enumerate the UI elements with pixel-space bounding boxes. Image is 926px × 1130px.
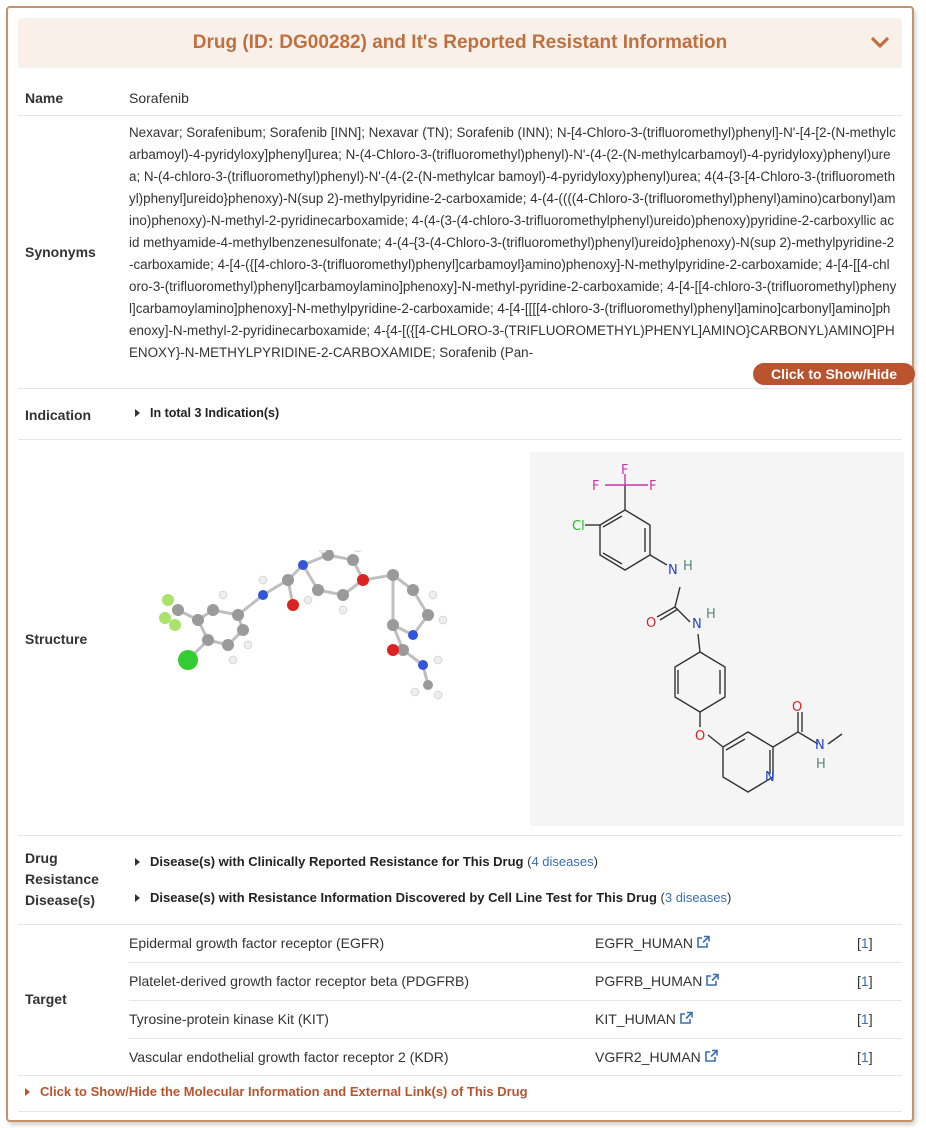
svg-text:N: N <box>765 770 775 785</box>
drug-name: Sorafenib <box>129 90 189 106</box>
svg-text:N: N <box>692 617 702 632</box>
uniprot-link[interactable]: PGFRB_HUMAN <box>595 973 720 989</box>
resistance-row <box>18 836 902 925</box>
external-link-icon[interactable] <box>705 973 720 987</box>
caret-right-icon <box>135 409 140 417</box>
clinical-disease-count-link[interactable]: 4 diseases <box>531 854 594 869</box>
svg-text:H: H <box>683 559 693 574</box>
footer-divider <box>18 1111 902 1112</box>
chevron-down-icon[interactable] <box>870 34 890 52</box>
external-link-icon[interactable] <box>696 935 711 949</box>
molecule-3d-image <box>143 550 473 710</box>
structure-row <box>18 440 902 836</box>
clinical-resistance-toggle[interactable]: Disease(s) with Clinically Reported Resistance for This Drug (4 diseases) <box>135 854 598 869</box>
svg-text:Cl: Cl <box>572 519 585 534</box>
molecule-2d-image <box>530 452 904 826</box>
cellline-resistance-toggle[interactable]: Disease(s) with Resistance Information Discovered by Cell Line Test for This Drug (3 diseases) <box>135 890 731 905</box>
table-row: Vascular endothelial growth factor receptor 2 (KDR) VGFR2_HUMAN [1] <box>129 1049 873 1065</box>
name-row <box>18 70 902 116</box>
name-label: Name <box>25 90 64 106</box>
table-row: Platelet-derived growth factor receptor beta (PDGFRB) PGFRB_HUMAN [1] <box>129 963 902 1001</box>
svg-text:O: O <box>646 616 657 631</box>
svg-text:H: H <box>706 607 716 622</box>
caret-right-icon <box>135 858 140 866</box>
svg-text:F: F <box>649 479 657 494</box>
svg-text:F: F <box>592 479 600 494</box>
resistance-label: Drug Resistance Disease(s) <box>25 850 99 908</box>
synonyms-text: Nexavar; Sorafenibum; Sorafenib [INN]; Nexavar (TN); Sorafenib (INN); N-[4-Chloro-3-(trifluoromethyl)phenyl]-N'-[4-[2-(N-methylcarbamoyl)-4-pyridyloxy]phenyl]urea; N-(4-Chloro-3-(trifluoromethyl)phenyl)-N'-(4-(2-(N-methylcarbamoyl)-4-pyridyloxy)phenyl)urea; N-(4-chloro-3-(trifluoromethyl)phenyl)-N'-(4-(2-(N-methylcar bamoyl)-4-pyridyloxy)phenyl)urea; 4(4-{3-[4-Chloro-3-(trifluoromethyl)phenyl]ureido}phenoxy)-N(sup 2)-methylpyridine-2-carboxamide; 4-(4-((((4-Chloro-3-(trifluoromethyl)phenyl)amino)carbonyl)amino)phenoxy)-N-methyl-2-pyridinecarboxamide; 4-(4-(3-(4-chloro-3-trifluoromethylphenyl)ureido)phenoxy)pyridine-2-carboxyllic acid methyamide-4-methylbenzenesulfonate; 4-(4-{3-(4-Chloro-3-(trifluoromethyl)phenyl)ureido}phenoxy)-N(sup 2)-methylpyridine-2-carboxamide; 4-[4-({[4-chloro-3-(trifluoromethyl)phenyl]carbamoyl}amino)phenoxy]-N-methylpyridine-2-carboxamide; 4-[4-[[4-chloro-3-(trifluoromethyl)phenyl]carbamoylamino]phenoxy]-N-methyl-pyridine-2-carboxamide; 4-[4-[[4-chloro-3-(trifluoromethyl)phenyl]carbamoylamino]phenoxy]-N-methylpyridine-2-carboxamide; 4-[4-[[[[4-chloro-3-(trifluoromethyl)phenyl]amino]carbonyl]amino]phenoxy]-N-methyl-2-pyridinecarboxamide; 4-{4-[({[4-CHLORO-3-(TRIFLUOROMETHYL)PHENYL]AMINO}CARBONYL)AMINO]PHENOXY}-N-METHYLPYRIDINE-2-CARBOXAMIDE; Sorafenib (Pan- <box>129 125 897 360</box>
svg-text:F: F <box>621 463 629 478</box>
table-row: Tyrosine-protein kinase Kit (KIT) KIT_HUMAN [1] <box>129 1001 902 1039</box>
drug-panel <box>6 6 914 1122</box>
reference-link[interactable]: [1] <box>857 973 873 989</box>
molecular-info-toggle[interactable]: Click to Show/Hide the Molecular Information and External Link(s) of This Drug <box>25 1084 528 1099</box>
svg-text:N: N <box>815 738 825 753</box>
panel-title: Drug (ID: DG00282) and It's Reported Resistant Information <box>192 32 728 53</box>
external-link-icon[interactable] <box>679 1011 694 1025</box>
panel-header[interactable] <box>18 18 902 68</box>
svg-text:O: O <box>695 729 706 744</box>
indication-label: Indication <box>25 407 92 423</box>
table-row: Epidermal growth factor receptor (EGFR) EGFR_HUMAN [1] <box>129 925 902 963</box>
target-row <box>18 925 902 1076</box>
synonyms-label: Synonyms <box>25 244 96 260</box>
indication-row <box>18 389 902 440</box>
structure-label: Structure <box>25 631 88 647</box>
caret-right-icon <box>25 1088 30 1096</box>
reference-link[interactable]: [1] <box>857 1049 873 1065</box>
synonyms-row <box>18 116 902 389</box>
cellline-disease-count-link[interactable]: 3 diseases <box>664 890 728 905</box>
uniprot-link[interactable]: EGFR_HUMAN <box>595 935 711 951</box>
show-hide-synonyms-button[interactable]: Click to Show/Hide <box>753 363 915 385</box>
uniprot-link[interactable]: VGFR2_HUMAN <box>595 1049 719 1065</box>
svg-text:O: O <box>792 700 803 715</box>
external-link-icon[interactable] <box>704 1049 719 1063</box>
indication-summary: In total 3 Indication(s) <box>150 406 280 420</box>
target-label: Target <box>25 991 67 1007</box>
caret-right-icon <box>135 894 140 902</box>
reference-link[interactable]: [1] <box>857 1011 873 1027</box>
svg-text:H: H <box>816 757 826 772</box>
indication-toggle[interactable] <box>135 406 279 420</box>
svg-text:N: N <box>668 563 678 578</box>
uniprot-link[interactable]: KIT_HUMAN <box>595 1011 694 1027</box>
reference-link[interactable]: [1] <box>857 935 873 951</box>
